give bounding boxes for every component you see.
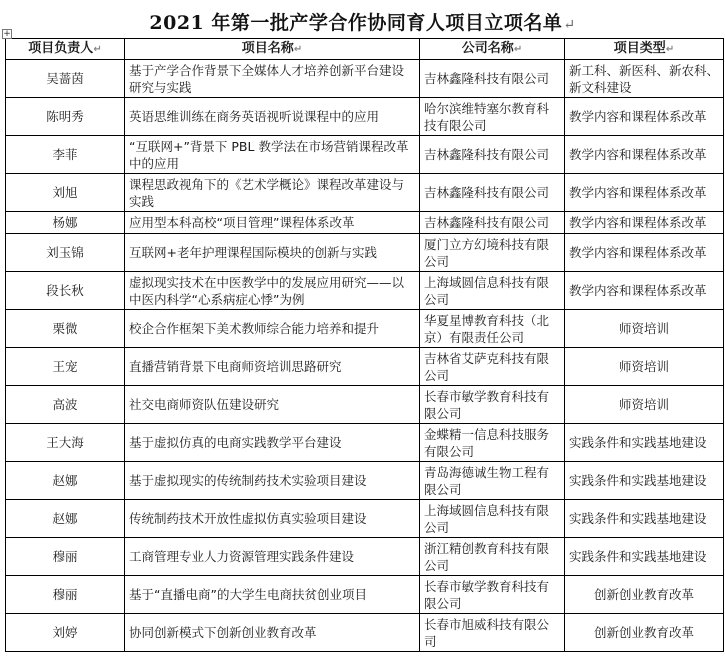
cell-leader[interactable] [6,174,125,212]
cell-project-type-text: 师资培训 [618,397,669,412]
cell-leader[interactable] [6,98,125,136]
cell-company[interactable] [420,60,565,98]
cell-company-text: 吉林鑫隆科技有限公司 [424,147,550,162]
table-row [6,462,724,500]
cell-project-type[interactable] [565,538,724,576]
cell-company[interactable] [420,310,565,348]
cell-company-text: 厦门立方幻境科技有限公司 [424,236,550,269]
cell-company[interactable] [420,386,565,424]
cell-project-name-text: 基于“直播电商”的大学生电商扶贫创业项目 [129,587,367,602]
cell-company-text: 吉林鑫隆科技有限公司 [424,71,550,86]
cell-project-name[interactable] [125,136,420,174]
cell-leader-text: 刘旭 [52,185,78,200]
header-company: 公司名称↵ [420,39,565,60]
cell-leader-text: 李菲 [52,147,78,162]
cell-project-type[interactable] [565,234,724,272]
table-row [6,538,724,576]
title-text: 2021 年第一批产学合作协同育人项目立项名单 [149,12,563,34]
cell-project-name[interactable] [125,272,420,310]
table-row [6,310,724,348]
cell-project-name[interactable] [125,538,420,576]
cell-company-text: 浙江精创教育科技有限公司 [424,540,550,573]
cell-project-type[interactable] [565,348,724,386]
table-row [6,212,724,234]
cell-project-type-text: 教学内容和课程体系改革 [569,245,707,260]
cell-project-name[interactable] [125,98,420,136]
cell-project-type[interactable] [565,462,724,500]
cell-company[interactable] [420,348,565,386]
cell-project-name-text: 传统制药技术开放性虚拟仿真实验项目建设 [129,511,367,526]
cell-leader-text: 穆丽 [52,549,78,564]
cell-leader-text: 王大海 [46,435,84,450]
cell-project-name-text: 工商管理专业人力资源管理实践条件建设 [129,549,355,564]
cell-project-name[interactable] [125,462,420,500]
cell-project-type-text: 师资培训 [618,321,669,336]
cell-project-name-text: 基于产学合作背景下全媒体人才培养创新平台建设研究与实践 [129,62,405,95]
cell-project-type-text: 实践条件和实践基地建设 [569,549,707,564]
cell-company[interactable] [420,272,565,310]
cell-leader[interactable] [6,424,125,462]
cell-project-type[interactable] [565,174,724,212]
cell-project-name-text: 直播营销背景下电商师资培训思路研究 [129,359,342,374]
cell-project-name-text: 课程思政视角下的《艺术学概论》课程改革建设与实践 [129,176,405,209]
table-row [6,98,724,136]
table-row [6,576,724,614]
cell-leader[interactable] [6,60,125,98]
cell-project-type[interactable] [565,272,724,310]
cell-company[interactable] [420,538,565,576]
cell-leader[interactable] [6,212,125,234]
cell-project-name-text: 基于虚拟现实的传统制药技术实验项目建设 [129,473,367,488]
cell-project-type-text: 教学内容和课程体系改革 [569,283,707,298]
cell-company-text: 金蝶精一信息科技服务有限公司 [424,426,550,459]
cell-project-name-text: 校企合作框架下美术教师综合能力培养和提升 [129,321,380,336]
cell-leader[interactable] [6,348,125,386]
cell-leader-text: 陈明秀 [46,109,84,124]
cell-project-type[interactable] [565,310,724,348]
cell-project-name-text: 英语思维训练在商务英语视听说课程中的应用 [129,109,380,124]
cell-company[interactable] [420,576,565,614]
cell-company-text: 长春市敏学教育科技有限公司 [424,578,550,611]
table-row [6,500,724,538]
cell-project-name[interactable] [125,212,420,234]
cell-project-name[interactable] [125,386,420,424]
cell-project-name[interactable] [125,424,420,462]
cell-project-name-text: 社交电商师资队伍建设研究 [129,397,280,412]
cell-leader[interactable] [6,136,125,174]
project-table [5,38,724,652]
cell-project-type-text: 教学内容和课程体系改革 [569,109,707,124]
cell-leader-text: 高波 [52,397,78,412]
cell-leader[interactable] [6,614,125,652]
cell-project-name-text: “互联网+”背景下 PBL 教学法在市场营销课程改革中的应用 [129,138,409,171]
cell-company-text: 吉林省艾萨克科技有限公司 [424,350,550,383]
cell-company-text: 上海域圆信息科技有限公司 [424,502,550,535]
cell-project-name[interactable] [125,348,420,386]
cell-project-type[interactable] [565,136,724,174]
cell-project-name-text: 基于虚拟仿真的电商实践教学平台建设 [129,435,342,450]
cell-project-type[interactable] [565,98,724,136]
cell-project-name[interactable] [125,60,420,98]
cell-project-name[interactable] [125,174,420,212]
cell-project-type-text: 实践条件和实践基地建设 [569,435,707,450]
cell-project-type-text: 教学内容和课程体系改革 [569,147,707,162]
cell-company[interactable] [420,424,565,462]
cell-company[interactable] [420,212,565,234]
cell-company[interactable] [420,234,565,272]
cell-leader-text: 刘玉锦 [46,245,84,260]
cell-leader-text: 吴蔷茵 [46,71,84,86]
cell-project-name-text: 应用型本科高校“项目管理”课程体系改革 [129,215,355,230]
header-type: 项目类型↵ [565,39,724,60]
cell-leader[interactable] [6,310,125,348]
cell-project-type-text: 创新创业教育改革 [593,625,694,640]
cell-company-text: 吉林鑫隆科技有限公司 [424,185,550,200]
cell-project-type-text: 实践条件和实践基地建设 [569,511,707,526]
cell-company[interactable] [420,614,565,652]
cell-leader-text: 穆丽 [52,587,78,602]
cell-company[interactable] [420,136,565,174]
cell-leader-text: 赵娜 [52,511,78,526]
cell-leader-text: 刘婷 [52,625,78,640]
table-row [6,60,724,98]
table-body [6,60,724,652]
cell-leader[interactable] [6,272,125,310]
paragraph-mark-icon: ↵ [563,17,576,33]
cell-company-text: 上海域圆信息科技有限公司 [424,274,550,307]
table-row [6,348,724,386]
cell-project-name[interactable] [125,576,420,614]
cell-leader[interactable] [6,234,125,272]
cell-project-type-text: 教学内容和课程体系改革 [569,185,707,200]
cell-project-name[interactable] [125,234,420,272]
table-row [6,234,724,272]
cell-company-text: 哈尔滨维特塞尔教育科技有限公司 [424,100,550,133]
cell-company-text: 吉林鑫隆科技有限公司 [424,215,550,230]
cell-project-name-text: 互联网+老年护理课程国际模块的创新与实践 [129,245,377,260]
cell-project-name-text: 虚拟现实技术在中医教学中的发展应用研究——以中医内科学“心系病症心悸”为例 [129,274,405,307]
cell-project-name[interactable] [125,614,420,652]
cell-company[interactable] [420,174,565,212]
table-row [6,386,724,424]
cell-project-type-text: 师资培训 [618,359,669,374]
cell-company[interactable] [420,462,565,500]
cell-project-type-text: 创新创业教育改革 [593,587,694,602]
header-leader: 项目负责人↵ [6,39,125,60]
cell-leader[interactable] [6,386,125,424]
table-row [6,174,724,212]
table-row [6,614,724,652]
table-header-row [6,39,724,60]
cell-company[interactable] [420,500,565,538]
cell-company-text: 青岛海德诚生物工程有限公司 [424,464,550,497]
cell-leader-text: 王宠 [52,359,78,374]
header-project-name: 项目名称↵ [125,39,420,60]
cell-project-name[interactable] [125,500,420,538]
cell-project-type[interactable] [565,576,724,614]
cell-project-type-text: 实践条件和实践基地建设 [569,473,707,488]
cell-leader[interactable] [6,576,125,614]
cell-project-type[interactable] [565,500,724,538]
cell-leader[interactable] [6,538,125,576]
cell-project-type[interactable] [565,386,724,424]
cell-company-text: 长春市敏学教育科技有限公司 [424,388,550,421]
cell-project-type[interactable] [565,212,724,234]
document-title [0,0,725,38]
cell-project-type[interactable] [565,614,724,652]
cell-company-text: 华夏星博教育科技（北京）有限责任公司 [424,312,550,345]
cell-project-type[interactable] [565,424,724,462]
table-row [6,272,724,310]
cell-project-type-text: 教学内容和课程体系改革 [569,215,707,230]
table-move-handle-icon[interactable]: + [3,29,11,39]
cell-leader-text: 赵娜 [52,473,78,488]
cell-leader[interactable] [6,500,125,538]
cell-project-name-text: 协同创新模式下创新创业教育改革 [129,625,317,640]
cell-leader-text: 杨娜 [52,215,78,230]
cell-project-name[interactable] [125,310,420,348]
table-row [6,136,724,174]
cell-leader-text: 段长秋 [46,283,84,298]
cell-leader-text: 栗微 [52,321,78,336]
cell-company[interactable] [420,98,565,136]
cell-company-text: 长春市旭威科技有限公司 [424,616,550,649]
table-row [6,424,724,462]
cell-leader[interactable] [6,462,125,500]
cell-project-type-text: 新工科、新医科、新农科、新文科建设 [569,62,720,95]
cell-project-type[interactable] [565,60,724,98]
